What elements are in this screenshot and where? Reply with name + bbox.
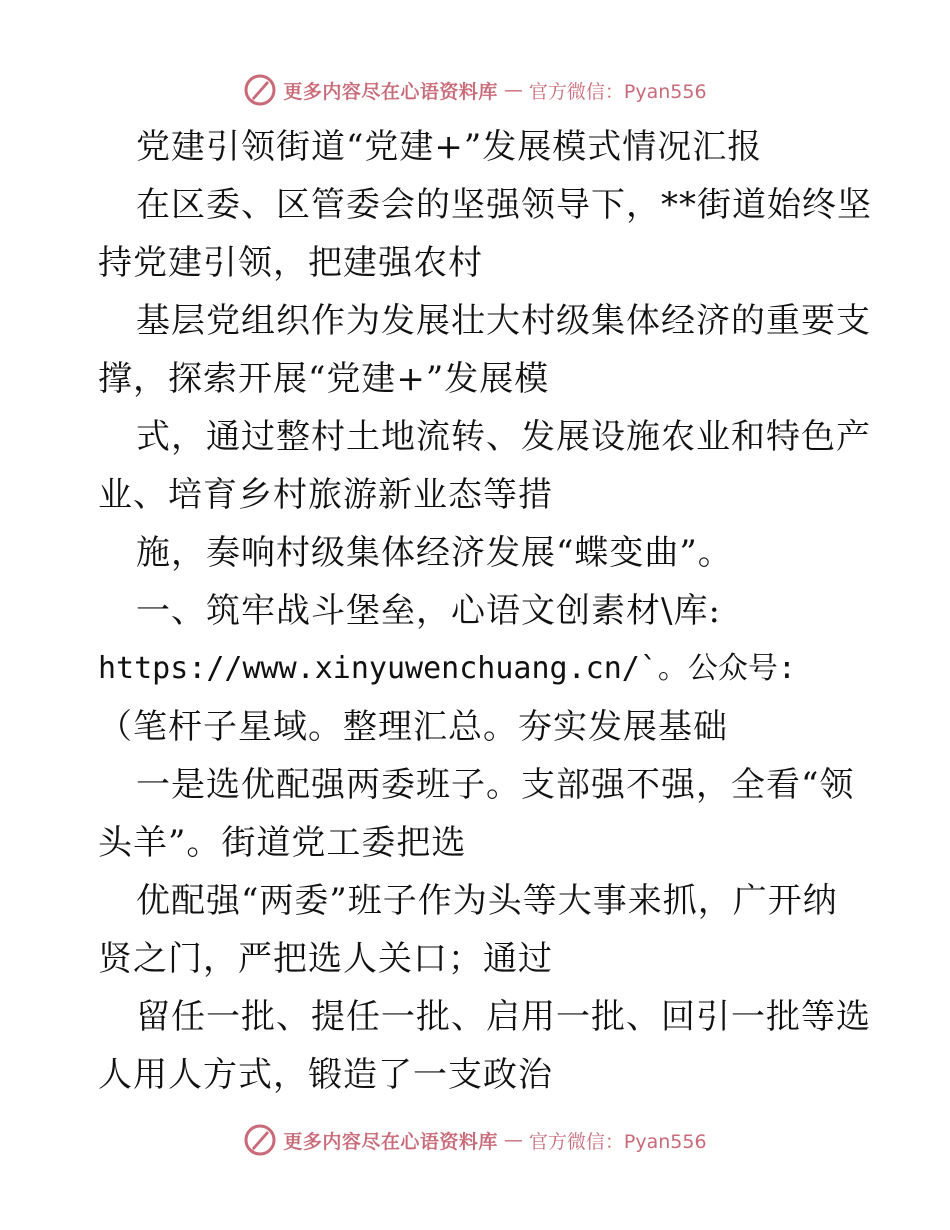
quill-pen-icon <box>243 73 277 107</box>
paragraph-line: 贤之门，严把选人关口；通过 <box>98 939 553 979</box>
paragraph-line: 业、培育乡村旅游新业态等措 <box>98 475 553 515</box>
paragraph-line: 人用人方式，锻造了一支政治 <box>98 1055 553 1095</box>
footer-watermark-banner <box>0 1120 950 1160</box>
paragraph-line: 撑，探索开展“党建+”发展模 <box>98 359 550 399</box>
banner-account-text: 官方微信：Pyan556 <box>528 1130 707 1153</box>
paragraph-line: 留任一批、提任一批、启用一批、回引一批等选 <box>136 997 871 1037</box>
paragraph-line: 一是选优配强两委班子。支部强不强，全看“领 <box>136 765 855 805</box>
banner-promo-text: 更多内容尽在心语资料库 <box>283 1130 498 1153</box>
paragraph-line: 优配强“两委”班子作为头等大事来抓，广开纳 <box>136 881 838 921</box>
paragraph-line: 基层党组织作为发展壮大村级集体经济的重要支 <box>136 301 871 341</box>
header-watermark-banner <box>0 70 950 110</box>
paragraph-line: 头羊”。街道党工委把选 <box>98 823 467 863</box>
paragraph-line: 持党建引领，把建强农村 <box>98 243 483 283</box>
section-heading: 一、筑牢战斗堡垒，心语文创素材\库: <box>136 591 721 631</box>
url-line: https://www.xinyuwenchuang.cn/`。公众号: <box>98 651 796 686</box>
quill-pen-icon <box>243 1123 277 1157</box>
document-body <box>98 118 872 1104</box>
paragraph-line: 式，通过整村土地流转、发展设施农业和特色产 <box>136 417 871 457</box>
banner-promo-text: 更多内容尽在心语资料库 <box>283 80 498 103</box>
paragraph-line: （笔杆子星域。整理汇总。夯实发展基础 <box>98 707 728 747</box>
banner-account-text: 官方微信：Pyan556 <box>528 80 707 103</box>
banner-separator: — <box>503 1129 523 1151</box>
banner-separator: — <box>503 79 523 101</box>
paragraph-line: 施，奏响村级集体经济发展“蝶变曲”。 <box>136 533 733 573</box>
document-title: 党建引领街道“党建+”发展模式情况汇报 <box>136 127 763 167</box>
paragraph-line: 在区委、区管委会的坚强领导下，**街道始终坚 <box>136 185 872 225</box>
